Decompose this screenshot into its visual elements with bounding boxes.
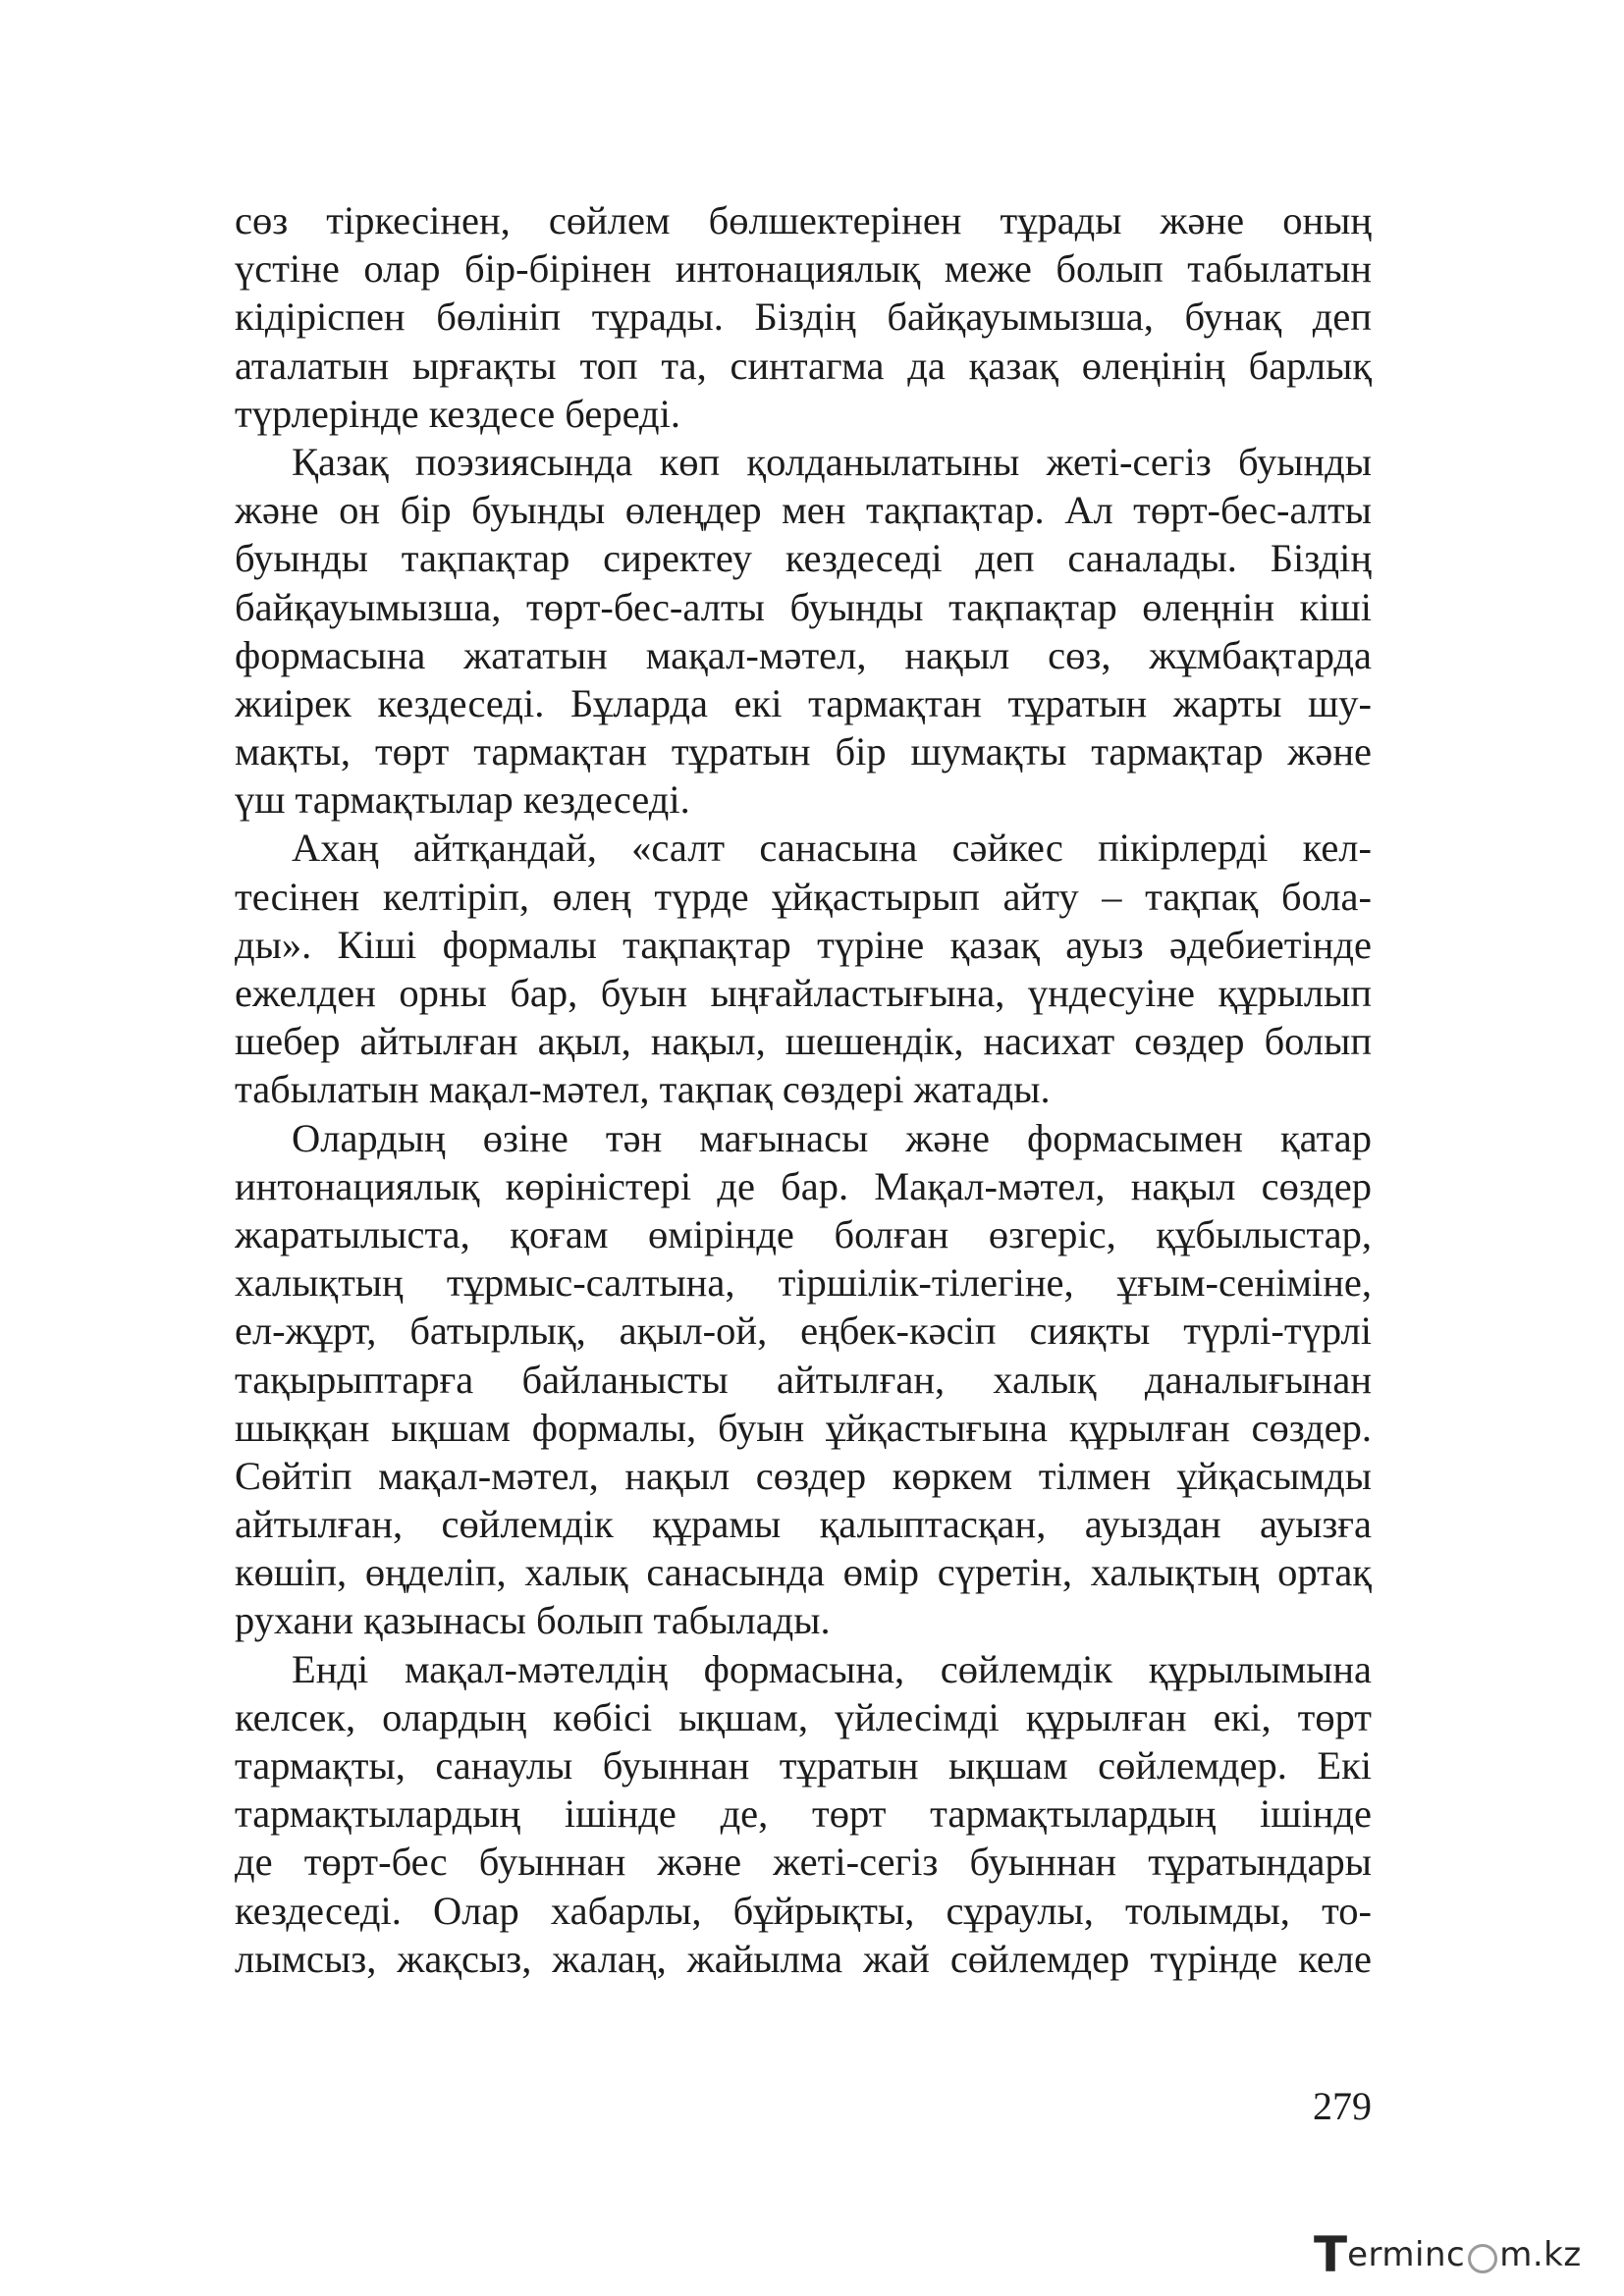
text-line: аталатын ырғақты топ та, синтагма да қазақ өлеңінің барлық — [235, 343, 1372, 388]
text-line: түрлерінде кездесе береді. — [235, 391, 681, 436]
text-line: үстіне олар бір-бірінен интонациялық меже болып табылатын — [235, 246, 1372, 292]
text-line: Енді мақал-мәтелдің формасына, сөйлемдік құрылымына — [292, 1646, 1372, 1691]
text-line: айтылған, сөйлемдік құрамы қалыптасқан, ауыздан ауызға — [235, 1502, 1372, 1547]
text-line: Қазақ поэзиясында көп қолданылатыны жеті-сегіз буынды — [292, 439, 1372, 484]
text-line: тармақтылардың ішінде де, төрт тармақтылардың ішінде — [235, 1791, 1372, 1837]
text-line: сөз тіркесінен, сөйлем бөлшектерінен тұрады және оның — [235, 198, 1372, 242]
text-line: көшіп, өңделіп, халық санасында өмір сүретін, халықтың ортақ — [235, 1550, 1372, 1595]
text-line: үш тармақтылар кездеседі. — [235, 777, 690, 823]
text-line: шебер айтылған ақыл, нақыл, шешендік, насихат сөздер болып — [235, 1019, 1372, 1064]
text-line: Ахаң айтқандай, «салт санасына сәйкес пікірлерді кел- — [292, 826, 1372, 871]
text-line: тақырыптарға байланысты айтылған, халық даналығынан — [235, 1357, 1372, 1402]
paragraph-3 — [235, 824, 1372, 1113]
magnifier-icon — [1468, 2244, 1497, 2273]
paragraph-2 — [235, 438, 1372, 825]
text-line: кідіріспен бөлініп тұрады. Біздің байқауымызша, бунақ деп — [235, 294, 1372, 340]
text-line: халықтың тұрмыс-салтына, тіршілік-тілегіне, ұғым-сеніміне, — [235, 1260, 1372, 1306]
text-line: келсек, олардың көбісі ықшам, үйлесімді құрылған екі, төрт — [235, 1694, 1372, 1739]
watermark-prefix: T — [1314, 2226, 1348, 2283]
text-line: лымсыз, жақсыз, жалаң, жайылма жай сөйлемдер түрінде келе — [235, 1936, 1372, 1981]
paragraph-1 — [235, 196, 1372, 438]
text-line: кездеседі. Олар хабарлы, бұйрықты, сұраулы, толымды, то- — [235, 1888, 1372, 1933]
text-line: шыққан ықшам формалы, буын ұйқастығына құрылған сөздер. — [235, 1405, 1372, 1450]
text-line: формасына жататын мақал-мәтел, нақыл сөз, жұмбақтарда — [235, 632, 1372, 677]
text-line: интонациялық көріністері де бар. Мақал-мәтел, нақыл сөздер — [235, 1163, 1372, 1208]
text-line: жиірек кездеседі. Бұларда екі тармақтан тұратын жарты шу- — [235, 680, 1372, 725]
text-line: буынды тақпақтар сиректеу кездеседі деп саналады. Біздің — [235, 536, 1372, 581]
text-line: табылатын мақал-мәтел, тақпақ сөздері жатады. — [235, 1067, 1051, 1112]
page-body — [235, 196, 1372, 1983]
text-line: Сөйтіп мақал-мәтел, нақыл сөздер көркем тілмен ұйқасымды — [235, 1453, 1372, 1498]
text-line: Олардың өзіне тән мағынасы және формасымен қатар — [292, 1115, 1372, 1160]
watermark-middle: erminc — [1347, 2235, 1466, 2274]
text-line: ежелден орны бар, буын ыңғайластығына, үндесуіне құрылып — [235, 971, 1372, 1015]
watermark-logo — [1314, 2226, 1582, 2283]
text-line: және он бір буынды өлеңдер мен тақпақтар. Ал төрт-бес-алты — [235, 488, 1372, 533]
page-number: 279 — [1313, 2084, 1372, 2128]
text-line: байқауымызша, төрт-бес-алты буынды тақпақтар өлеңнін кіші — [235, 584, 1372, 629]
text-line: де төрт-бес буыннан және жеті-сегіз буыннан тұратындары — [235, 1840, 1372, 1885]
text-line: ды». Кіші формалы тақпақтар түріне қазақ ауыз әдебиетінде — [235, 922, 1372, 967]
text-line: мақты, төрт тармақтан тұратын бір шумақты тармақтар және — [235, 729, 1372, 774]
text-line: тармақты, санаулы буыннан тұратын ықшам сөйлемдер. Екі — [235, 1743, 1372, 1788]
paragraph-5 — [235, 1645, 1372, 1983]
text-line: жаратылыста, қоғам өмірінде болған өзгеріс, құбылыстар, — [235, 1211, 1372, 1256]
paragraph-4 — [235, 1114, 1372, 1645]
watermark-suffix: m.kz — [1499, 2235, 1582, 2274]
text-line: тесінен келтіріп, өлең түрде ұйқастырып айту – тақпақ бола- — [235, 874, 1372, 919]
text-line: ел-жұрт, батырлық, ақыл-ой, еңбек-кәсіп сияқты түрлі-түрлі — [235, 1308, 1372, 1354]
text-line: рухани қазынасы болып табылады. — [235, 1598, 831, 1643]
